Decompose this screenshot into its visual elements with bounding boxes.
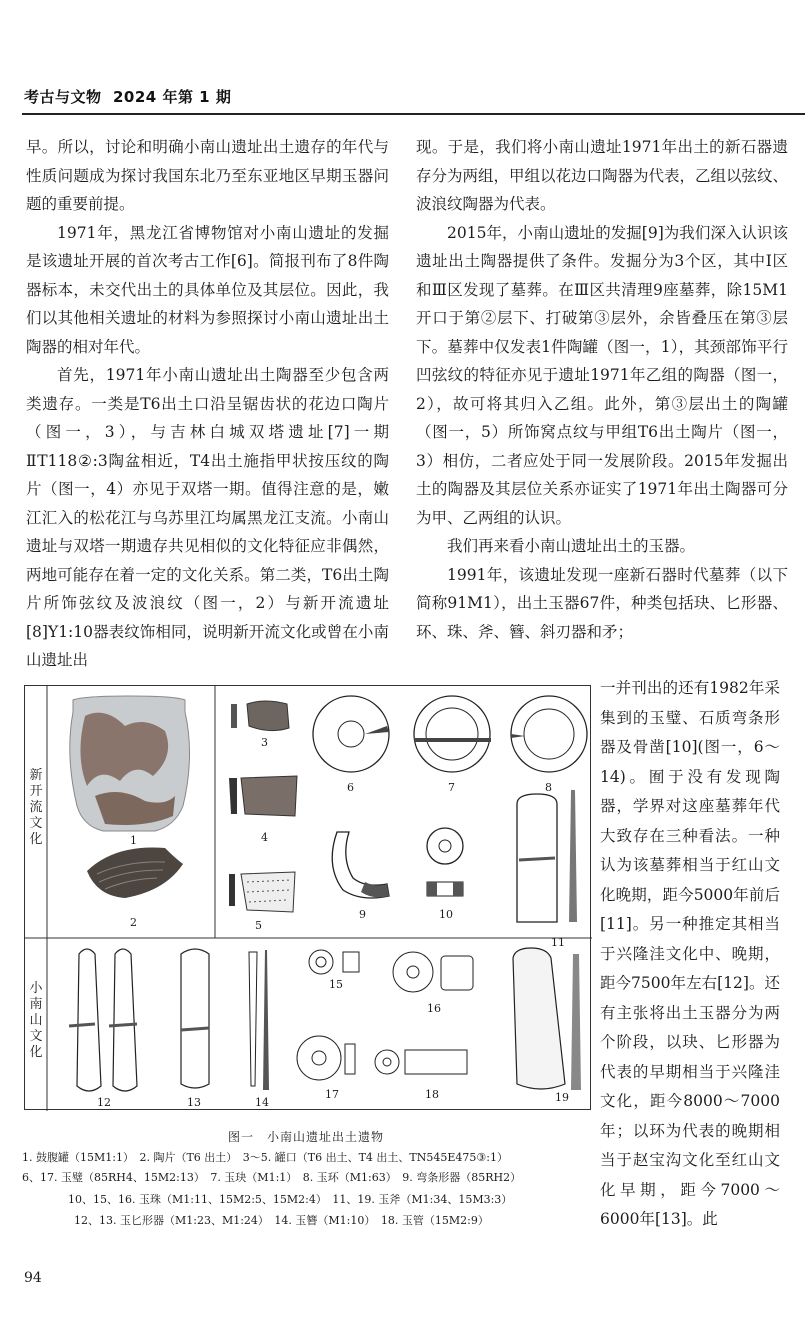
- section-label-xiaonanshan: 小南山文化: [29, 981, 43, 1060]
- rim-sherd-4: [229, 776, 297, 816]
- page-number: 94: [24, 1270, 42, 1286]
- figure-caption-line: 12、13. 玉匕形器（M1:23、M1:24） 14. 玉簪（M1:10） 18. 玉管（15M2:9）: [74, 1214, 489, 1227]
- narrow-column: [600, 674, 780, 1235]
- item-number: 12: [97, 1096, 111, 1109]
- item-number: 11: [551, 936, 565, 949]
- item-number: 15: [329, 978, 343, 991]
- body-paragraph: 一并刊出的还有1982年采集到的玉璧、石质弯条形器及骨凿[10](图一，6～14)。囿于没有发现陶器，学界对这座墓葬年代大致存在三种看法。一种认为该墓葬相当于红山文化晚期，距今5000年前后[11]。另一种推定其相当于兴隆洼文化中、晚期，距今7500年左右[12]。还有主张将出土玉器分为两个阶段，以玦、匕形器为代表的早期相当于兴隆洼文化，距今8000～7000年；以环为代表的晚期相当于赵宝沟文化至红山文化早期，距今7000～6000年[13]。此: [600, 679, 780, 1228]
- section-label-xinkailiu: 新开流文化: [29, 768, 43, 847]
- figure-caption-line: 1. 鼓腹罐（15M1:1） 2. 陶片（T6 出土） 3～5. 罐口（T6 出土、T4 出土、TN545E475③:1）: [22, 1151, 508, 1164]
- figure-caption-title: 图一 小南山遗址出土遗物: [228, 1130, 385, 1144]
- jade-axe-11: [517, 790, 577, 922]
- item-number: 16: [427, 1002, 441, 1015]
- figure-caption-line: 6、17. 玉璧（85RH4、15M2:13） 7. 玉玦（M1:1） 8. 玉环（M1:63） 9. 弯条形器（85RH2）: [22, 1171, 522, 1184]
- journal-name: 考古与文物: [24, 88, 102, 106]
- jade-bead-16: [393, 952, 473, 992]
- item-number: 9: [359, 908, 366, 921]
- body-paragraph: 现。于是，我们将小南山遗址1971年出土的新石器遗存分为两组，甲组以花边口陶器为代表，乙组以弦纹、波浪纹陶器为代表。: [416, 138, 789, 213]
- figure-caption-line: 10、15、16. 玉珠（M1:11、15M2:5、15M2:4） 11、19. 玉斧（M1:34、15M3:3）: [68, 1193, 513, 1206]
- item-number: 4: [261, 831, 268, 844]
- running-header: [24, 86, 231, 107]
- item-number: 7: [448, 781, 455, 794]
- jade-disc-17: [297, 1036, 355, 1080]
- item-number: 5: [255, 919, 262, 932]
- sherd-photo-2: [87, 847, 183, 898]
- item-number: 1: [130, 834, 137, 847]
- body-paragraph: 首先，1971年小南山遗址出土陶器至少包含两类遗存。一类是T6出土口沿呈锯齿状的花边口陶片（图一，3），与吉林白城双塔遗址[7]一期ⅡT118②:3陶盆相近，T4出土施指甲状按压纹的陶片（图一，4）亦见于双塔一期。值得注意的是，嫩江汇入的松花江与乌苏里江均属黑龙江支流。小南山遗址与双塔一期遗存共见相似的文化特征应非偶然，两地可能存在着一定的文化关系。第二类，T6出土陶片所饰弦纹及波浪纹（图一，2）与新开流遗址[8]Y1:10器表纹饰相同，说明新开流文化或曾在小南山遗址出: [26, 366, 389, 669]
- jade-tube-18: [375, 1050, 467, 1074]
- issue-label: 2024 年第 1 期: [112, 88, 232, 106]
- jade-jue-7: [414, 696, 491, 772]
- right-column: [416, 133, 788, 646]
- jade-bead-15: [309, 950, 359, 974]
- jade-disc-6: [313, 696, 389, 772]
- item-number: 3: [261, 736, 268, 749]
- header-rule: [22, 113, 805, 115]
- curved-object-9: [332, 832, 389, 898]
- jade-bead-10: [427, 828, 463, 896]
- item-number: 8: [545, 781, 552, 794]
- item-number: 10: [439, 908, 453, 921]
- jade-dagger-12: [69, 949, 137, 1091]
- left-column: [26, 133, 389, 675]
- jade-axe-19: [513, 948, 581, 1090]
- figure-1: [24, 685, 591, 1110]
- item-number: 14: [255, 1096, 269, 1109]
- body-paragraph: 我们再来看小南山遗址出土的玉器。: [447, 537, 696, 555]
- body-paragraph: 1971年，黑龙江省博物馆对小南山遗址的发掘是该遗址开展的首次考古工作[6]。简报刊布了8件陶器标本，未交代出土的具体单位及其层位。因此，我们以其他相关遗址的材料为参照探讨小南山遗址出土陶器的相对年代。: [26, 223, 389, 356]
- body-paragraph: 1991年，该遗址发现一座新石器时代墓葬（以下简称91M1），出土玉器67件，种类包括玦、匕形器、环、珠、斧、簪、斜刃器和矛；: [416, 565, 788, 641]
- pot-photo-1: [70, 696, 190, 831]
- rim-sherd-3: [231, 701, 289, 731]
- item-number: 18: [425, 1088, 439, 1101]
- item-number: 13: [187, 1096, 201, 1109]
- body-paragraph: 早。所以，讨论和明确小南山遗址出土遗存的年代与性质问题成为探讨我国东北乃至东亚地区早期玉器问题的重要前提。: [26, 138, 389, 213]
- jade-dagger-13: [181, 949, 209, 1088]
- rim-sherd-5: [229, 872, 295, 912]
- figure-artwork: [25, 686, 592, 1111]
- body-paragraph: 2015年，小南山遗址的发掘[9]为我们深入认识该遗址出土陶器提供了条件。发掘分为3个区，其中Ⅰ区和Ⅲ区发现了墓葬。在Ⅲ区共清理9座墓葬，除15M1开口于第②层下、打破第③层外，余皆叠压在第③层下。墓葬中仅发表1件陶罐（图一，1），其颈部饰平行凹弦纹的特征亦见于遗址1971年乙组的陶器（图一，2），故可将其归入乙组。此外，第③层出土的陶罐（图一，5）所饰窝点纹与甲组T6出土陶片（图一，3）相仿，二者应处于同一发展阶段。2015年发掘出土的陶器及其层位关系亦证实了1971年出土陶器可分为甲、乙两组的认识。: [416, 223, 788, 527]
- jade-hairpin-14: [249, 950, 269, 1090]
- item-number: 6: [347, 781, 354, 794]
- item-number: 19: [555, 1091, 569, 1104]
- jade-ring-8: [511, 696, 587, 772]
- item-number: 17: [325, 1088, 339, 1101]
- item-number: 2: [130, 916, 137, 929]
